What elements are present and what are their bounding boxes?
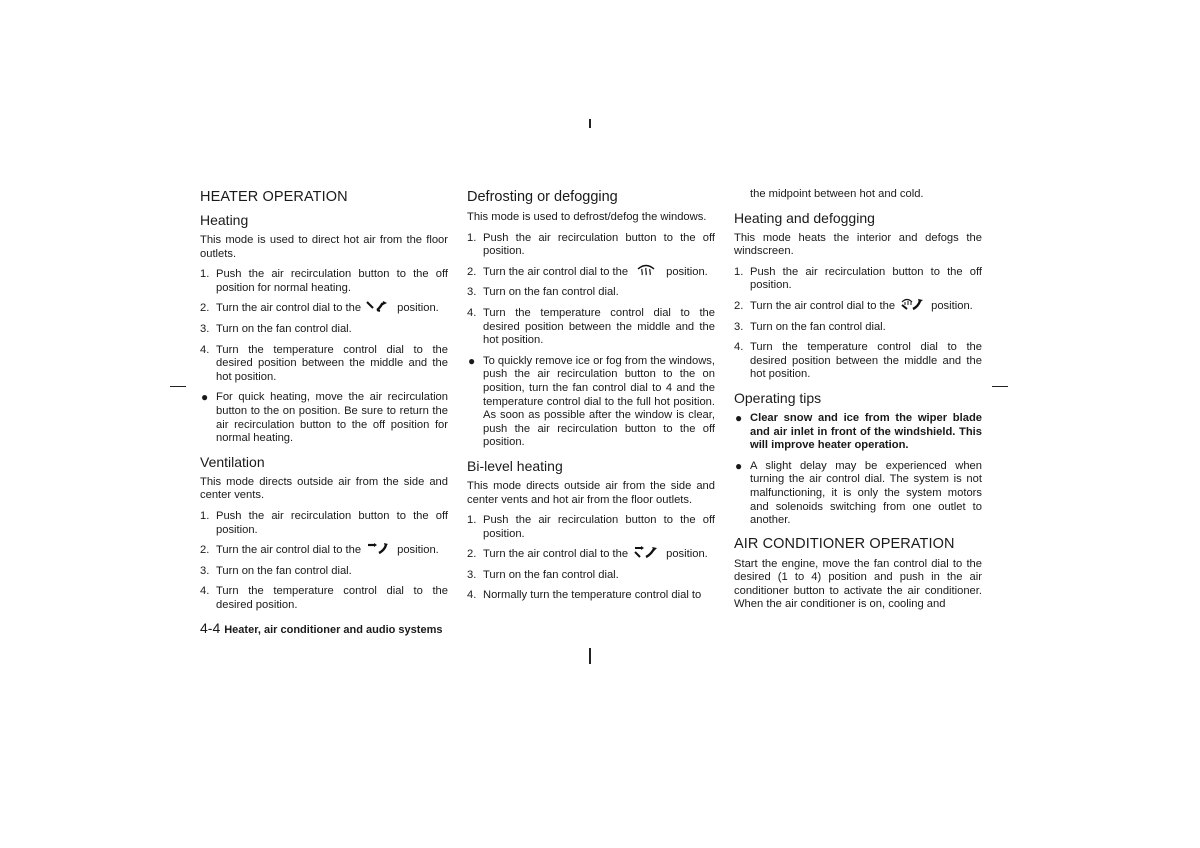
- list-item: 1. Push the air recirculation button to the off position.: [467, 514, 715, 540]
- crop-mark-bottom: [589, 648, 591, 664]
- list-item: 1. Push the air recirculation button to the off position for normal heating.: [200, 268, 448, 294]
- list-item: 2. Turn the air control dial to the position.: [467, 548, 715, 562]
- defrost-icon: [636, 263, 656, 277]
- list-item: ● To quickly remove ice or fog from the windows, push the air recirculation button to the on position, turn the fan control dial to 4 and the temperature control dial to the full hot position. As soon as possible after the window is clear, push the air recirculation button to the off position.: [468, 353, 715, 449]
- list-item: 3. Turn on the fan control dial.: [200, 564, 352, 577]
- heat-defog-heading: Heating and defogging: [734, 209, 875, 226]
- list-item: 3. Turn on the fan control dial.: [467, 568, 619, 581]
- ventilation-intro: This mode directs outside air from the side and center vents.: [200, 475, 448, 502]
- heating-intro: This mode is used to direct hot air from the floor outlets.: [200, 234, 448, 260]
- column-3: [734, 188, 982, 619]
- crop-mark-top: [589, 119, 591, 128]
- list-item: 2. Turn the air control dial to the position.: [734, 300, 982, 314]
- floor-vent-icon: [365, 299, 391, 313]
- bilevel-intro: This mode directs outside air from the side and center vents and hot air from the floor outlets.: [467, 479, 715, 506]
- heating-tips: [200, 391, 448, 445]
- list-item: 4. Turn the temperature control dial to the desired position between the middle and the hot position.: [734, 341, 982, 381]
- ventilation-steps: [200, 510, 448, 613]
- ventilation-heading: Ventilation: [200, 453, 265, 470]
- ac-operation-title: AIR CONDITIONER OPERATION: [734, 535, 955, 552]
- list-item: 1. Push the air recirculation button to the off position.: [200, 509, 448, 536]
- defrost-steps: [467, 232, 715, 348]
- section-title: Heater, air conditioner and audio systems: [224, 624, 443, 636]
- crop-mark-right: [992, 386, 1008, 387]
- heat-defog-intro: This mode heats the interior and defogs the windscreen.: [734, 231, 982, 258]
- list-item: ● Clear snow and ice from the wiper blade and air inlet in front of the windshield. This will improve heater operation.: [735, 410, 982, 452]
- operating-tips-list: [734, 412, 982, 528]
- continuation-text: the midpoint between hot and cold.: [750, 188, 924, 200]
- page-number: 4-4: [200, 620, 221, 636]
- heating-steps: [200, 268, 448, 384]
- face-vent-icon: [365, 541, 391, 555]
- heating-heading: Heating: [200, 212, 249, 228]
- list-item: 1. Push the air recirculation button to the off position.: [734, 265, 982, 292]
- list-item: 4. Normally turn the temperature control dial to: [467, 589, 702, 602]
- list-item: 2. Turn the air control dial to the position.: [200, 544, 448, 558]
- list-item: 2. Turn the air control dial to the position.: [467, 266, 715, 280]
- column-2: [467, 188, 715, 610]
- operating-tips-heading: Operating tips: [734, 389, 822, 406]
- list-item: 4. Turn the temperature control dial to the desired position between the middle and the hot position.: [467, 306, 715, 347]
- list-item: 3. Turn on the fan control dial.: [467, 286, 619, 299]
- column-1: [200, 188, 448, 619]
- list-item: ● A slight delay may be experienced when turning the air control dial. The system is not malfunctioning, it is only the system motors and solenoids switching from one outlet to another.: [735, 458, 982, 527]
- defrost-tips: [467, 355, 715, 450]
- list-item: 3. Turn on the fan control dial.: [734, 320, 886, 333]
- heater-operation-title: HEATER OPERATION: [200, 189, 348, 205]
- bilevel-heading: Bi-level heating: [467, 457, 563, 474]
- bilevel-vent-icon: [632, 545, 660, 559]
- list-item: 3. Turn on the fan control dial.: [200, 322, 352, 335]
- defrost-intro: This mode is used to defrost/defog the windows.: [467, 211, 707, 223]
- list-item: 2. Turn the air control dial to the position.: [200, 302, 448, 316]
- list-item: 1. Push the air recirculation button to the off position.: [467, 231, 715, 258]
- list-item: 4. Turn the temperature control dial to the desired position between the middle and the hot position.: [200, 343, 448, 383]
- crop-mark-left: [170, 386, 186, 387]
- bilevel-steps: [467, 514, 715, 603]
- defrost-heading: Defrosting or defogging: [467, 189, 618, 205]
- heat-defog-steps: [734, 266, 982, 382]
- list-item: ● For quick heating, move the air recirculation button to the on position. Be sure to return the air recirculation button to the off position for normal heating.: [201, 390, 448, 445]
- list-item: 4. Turn the temperature control dial to the desired position.: [200, 585, 448, 611]
- ac-operation-text: Start the engine, move the fan control dial to the desired (1 to 4) position and push in the air conditioner button to activate the air conditioner. When the air conditioner is on, cooling and: [734, 557, 982, 611]
- defog-floor-icon: [899, 297, 925, 311]
- page-footer: [200, 620, 442, 636]
